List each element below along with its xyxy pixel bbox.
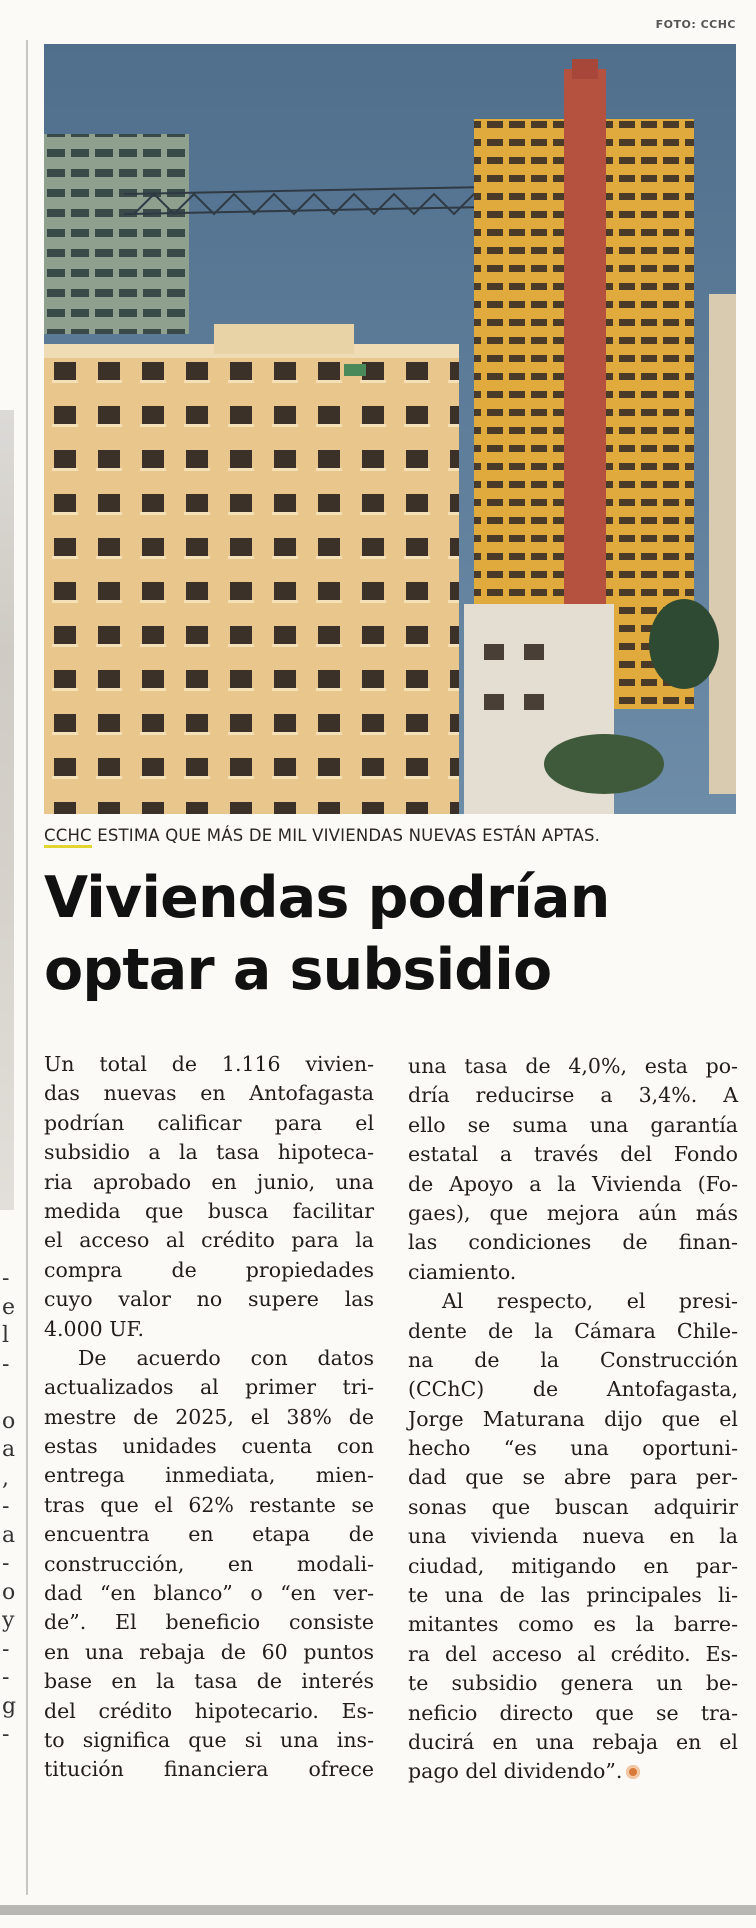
photo-credit: FOTO: CCHC xyxy=(655,18,736,31)
article-line: Un total de 1.116 vivien- xyxy=(44,1052,374,1076)
bleed-char: - xyxy=(2,1351,10,1377)
article-line: mestre de 2025, el 38% de xyxy=(44,1404,374,1429)
article-line: una tasa de 4,0%, esta po- xyxy=(408,1054,738,1078)
article-line: el acceso al crédito para la xyxy=(44,1228,374,1253)
article-line: das nuevas en Antofagasta xyxy=(44,1081,374,1106)
article-line: mitantes como es la barre- xyxy=(408,1612,738,1637)
article-line: del crédito hipotecario. Es- xyxy=(44,1698,374,1723)
article-line: base en la tasa de interés xyxy=(44,1669,374,1694)
article-line: dría reducirse a 3,4%. A xyxy=(408,1083,738,1108)
article-photo xyxy=(44,44,736,814)
article-line: to significa que si una ins- xyxy=(44,1727,374,1752)
article-line: en una rebaja de 60 puntos xyxy=(44,1639,374,1664)
bleed-char: y xyxy=(2,1608,15,1633)
article-line: podrían calificar para el xyxy=(44,1110,374,1135)
article-line: subsidio a la tasa hipoteca- xyxy=(44,1140,374,1165)
end-of-article-icon xyxy=(626,1765,640,1779)
bleed-char: - xyxy=(2,1266,10,1291)
article-line: De acuerdo con datos xyxy=(78,1345,374,1370)
headline xyxy=(44,862,744,1006)
page-bottom-rule xyxy=(0,1905,756,1915)
article-line: actualizados al primer tri- xyxy=(44,1375,374,1400)
article-line: Al respecto, el presi- xyxy=(442,1289,738,1314)
bleed-char: - xyxy=(2,1551,10,1576)
article-line: una vivienda nueva en la xyxy=(408,1524,738,1549)
bleed-char: l xyxy=(2,1323,10,1348)
article-line: estas unidades cuenta con xyxy=(44,1434,374,1459)
caption-highlight: CCHC xyxy=(44,826,92,848)
article-line: de”. El beneficio consiste xyxy=(44,1610,374,1635)
bleed-char: e xyxy=(2,1294,16,1320)
article-line: medida que busca facilitar xyxy=(44,1198,374,1223)
article-column-right xyxy=(408,1052,738,1787)
article-line: ducirá en una rebaja en el xyxy=(408,1729,738,1754)
article-line: de Apoyo a la Vivienda (Fo- xyxy=(408,1171,738,1196)
article-line: entrega inmediata, mien- xyxy=(44,1463,374,1488)
article-line: cuyo valor no supere las xyxy=(44,1287,374,1312)
article-line: ello se suma una garantía xyxy=(408,1112,738,1137)
bleed-char: - xyxy=(2,1494,10,1519)
bleed-char: a xyxy=(2,1437,16,1462)
article-line: las condiciones de finan- xyxy=(408,1230,738,1255)
bleed-char: - xyxy=(2,1665,10,1690)
headline-line-1: Viviendas podrían xyxy=(44,865,610,931)
article-column-left xyxy=(44,1050,374,1785)
article-line: tras que el 62% restante se xyxy=(44,1492,374,1517)
page-gutter-line xyxy=(26,40,28,1895)
photo-caption xyxy=(44,826,744,845)
caption-text: ESTIMA QUE MÁS DE MIL VIVIENDAS NUEVAS ESTÁN APTAS. xyxy=(91,826,601,845)
article-line: ciamiento. xyxy=(408,1259,517,1284)
article-line: dad que se abre para per- xyxy=(408,1465,738,1490)
article-line: te subsidio genera un be- xyxy=(408,1671,738,1696)
article-line: hecho “es una oportuni- xyxy=(408,1436,738,1461)
article-line: ciudad, mitigando en par- xyxy=(408,1553,738,1578)
bleed-char xyxy=(2,1379,16,1408)
adjacent-page-text-edge xyxy=(2,1265,16,1750)
article-line: construcción, en modali- xyxy=(44,1551,374,1576)
bleed-char: o xyxy=(2,1579,16,1605)
article-line: ra del acceso al crédito. Es- xyxy=(408,1641,738,1666)
article-line: 4.000 UF. xyxy=(44,1316,145,1341)
bleed-char: , xyxy=(2,1465,9,1491)
bleed-char: - xyxy=(2,1722,10,1747)
article-line: compra de propiedades xyxy=(44,1257,374,1282)
article-line: dente de la Cámara Chile- xyxy=(408,1318,738,1343)
article-line: Jorge Maturana dijo que el xyxy=(408,1406,738,1431)
buildings-illustration xyxy=(44,44,736,814)
article-line: sonas que buscan adquirir xyxy=(408,1494,738,1519)
article-line: dad “en blanco” o “en ver- xyxy=(44,1581,374,1606)
adjacent-page-photo-edge xyxy=(0,410,14,1210)
bleed-char: g xyxy=(2,1693,16,1719)
article-line: pago del dividendo”. xyxy=(408,1757,738,1786)
headline-line-2: optar a subsidio xyxy=(44,937,552,1003)
article-line: gaes), que mejora aún más xyxy=(408,1200,738,1225)
article-line: estatal a través del Fondo xyxy=(408,1142,738,1167)
article-line: na de la Construcción xyxy=(408,1347,738,1372)
bleed-char: o xyxy=(2,1408,16,1434)
article-line: ria aprobado en junio, una xyxy=(44,1169,374,1194)
article-line: (CChC) de Antofagasta, xyxy=(408,1377,738,1402)
bleed-char: a xyxy=(2,1522,16,1548)
article-line: te una de las principales li- xyxy=(408,1583,738,1608)
article-line: neficio directo que se tra- xyxy=(408,1700,738,1725)
bleed-char: - xyxy=(2,1636,10,1662)
article-line: encuentra en etapa de xyxy=(44,1522,374,1547)
article-line: titución financiera ofrece xyxy=(44,1757,374,1782)
